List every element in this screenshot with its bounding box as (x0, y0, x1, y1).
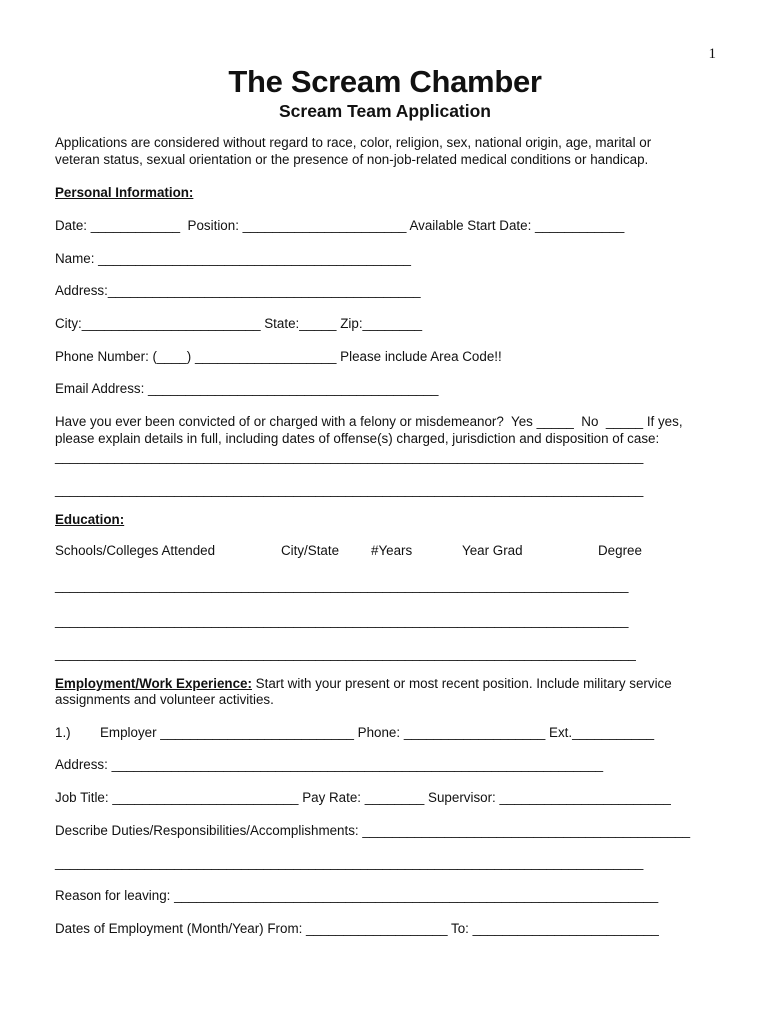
employer-label: Employer (100, 725, 161, 740)
dates-to-label: To: (447, 921, 473, 936)
email-row (55, 380, 438, 397)
address-field[interactable]: __________________________________________ (107, 283, 421, 298)
date-label: Date: (55, 218, 91, 233)
ext-field[interactable]: ___________ (572, 725, 655, 740)
felony-question-line-1 (55, 413, 683, 430)
supervisor-field[interactable]: _______________________ (499, 790, 671, 805)
reason-label: Reason for leaving: (55, 888, 175, 903)
education-col-degree: Degree (598, 543, 642, 558)
phone-paren: ) (186, 349, 195, 364)
document-title: The Scream Chamber (228, 64, 542, 99)
felony-explain-field-2[interactable]: _______________________________________________________________________________ (55, 482, 644, 497)
felony-question-line-2: please explain details in full, including dates of offense(s) charged, jurisdiction and disposition of case: (55, 431, 660, 446)
section-heading-employment: Employment/Work Experience: (55, 676, 252, 691)
phone-note: Please include Area Code!! (336, 349, 502, 364)
phone-area-code-field[interactable]: ____ (156, 349, 187, 364)
education-col-schools: Schools/Colleges Attended (55, 543, 216, 558)
education-row-field[interactable]: ______________________________________________________________________________ (55, 646, 636, 661)
job-title-field[interactable]: _________________________ (112, 790, 299, 805)
felony-no-field[interactable]: _____ (605, 414, 644, 429)
employer-row (55, 724, 71, 741)
felony-yes-field[interactable]: _____ (536, 414, 574, 429)
address-label: Address: (55, 283, 108, 298)
city-state-zip-row (55, 315, 422, 332)
dates-from-field[interactable]: ___________________ (306, 921, 448, 936)
email-label: Email Address: (55, 381, 149, 396)
felony-question: Have you ever been convicted of or charged with a felony or misdemeanor? Yes (55, 414, 537, 429)
phone-field[interactable]: ___________________ (194, 349, 337, 364)
employer-field[interactable]: __________________________ (160, 725, 354, 740)
reason-row (55, 887, 658, 904)
date-field[interactable]: ____________ (90, 218, 181, 233)
job-title-row (55, 789, 671, 806)
email-field[interactable]: _______________________________________ (148, 381, 439, 396)
employer-phone-field[interactable]: ___________________ (403, 725, 546, 740)
position-label: Position: (180, 218, 243, 233)
phone-row (55, 348, 502, 365)
employer-address-field[interactable]: __________________________________________________________________ (111, 757, 604, 772)
employer-row-fields (100, 724, 654, 741)
felony-if-yes: If yes, (643, 414, 683, 429)
employment-intro-line-2: assignments and volunteer activities. (55, 692, 274, 707)
dates-label: Dates of Employment (Month/Year) From: (55, 921, 307, 936)
zip-label: Zip: (336, 316, 363, 331)
education-col-years: #Years (371, 543, 413, 558)
pay-rate-label: Pay Rate: (298, 790, 365, 805)
duties-row (55, 822, 690, 839)
state-label: State: (260, 316, 300, 331)
name-row (55, 250, 411, 267)
felony-no-label: No (573, 414, 606, 429)
job-title-label: Job Title: (55, 790, 113, 805)
city-label: City: (55, 316, 82, 331)
education-col-city-state: City/State (281, 543, 340, 558)
document-subtitle: Scream Team Application (278, 101, 491, 121)
employment-intro-line-1 (55, 675, 672, 692)
employer-phone-label: Phone: (353, 725, 404, 740)
dates-row (55, 920, 659, 937)
zip-field[interactable]: ________ (362, 316, 423, 331)
employer-address-row (55, 756, 603, 773)
address-row (55, 282, 421, 299)
section-heading-personal: Personal Information: (55, 185, 194, 200)
pay-rate-field[interactable]: ________ (364, 790, 425, 805)
ext-label: Ext. (545, 725, 573, 740)
name-label: Name: (55, 251, 99, 266)
education-row-field[interactable]: _____________________________________________________________________________ (55, 613, 629, 628)
supervisor-label: Supervisor: (424, 790, 500, 805)
employment-intro: Start with your present or most recent position. Include military service (251, 676, 672, 691)
date-position-row (55, 217, 624, 234)
dates-to-field[interactable]: _________________________ (472, 921, 659, 936)
notice-line-1: Applications are considered without regard to race, color, religion, sex, national origin, age, marital or (55, 135, 652, 150)
reason-field[interactable]: _________________________________________________________________ (174, 888, 659, 903)
start-date-label: Available Start Date: (406, 218, 536, 233)
phone-label: Phone Number: ( (55, 349, 157, 364)
notice-line-2: veteran status, sexual orientation or the presence of non-job-related medical conditions or handicap. (55, 152, 649, 167)
start-date-field[interactable]: ____________ (535, 218, 625, 233)
education-row-field[interactable]: _____________________________________________________________________________ (55, 578, 629, 593)
felony-explain-field-1[interactable]: _______________________________________________________________________________ (55, 449, 644, 464)
employment-item-number: 1.) (55, 725, 71, 740)
city-field[interactable]: ________________________ (81, 316, 261, 331)
duties-label: Describe Duties/Responsibilities/Accomplishments: (55, 823, 363, 838)
name-field[interactable]: __________________________________________ (98, 251, 411, 266)
page-number: 1 (708, 46, 716, 62)
duties-field[interactable]: ____________________________________________ (362, 823, 691, 838)
education-col-year-grad: Year Grad (462, 543, 523, 558)
section-heading-education: Education: (55, 512, 125, 527)
state-field[interactable]: _____ (299, 316, 337, 331)
duties-field-2[interactable]: _______________________________________________________________________________ (55, 855, 644, 870)
employer-address-label: Address: (55, 757, 112, 772)
position-field[interactable]: ______________________ (242, 218, 407, 233)
